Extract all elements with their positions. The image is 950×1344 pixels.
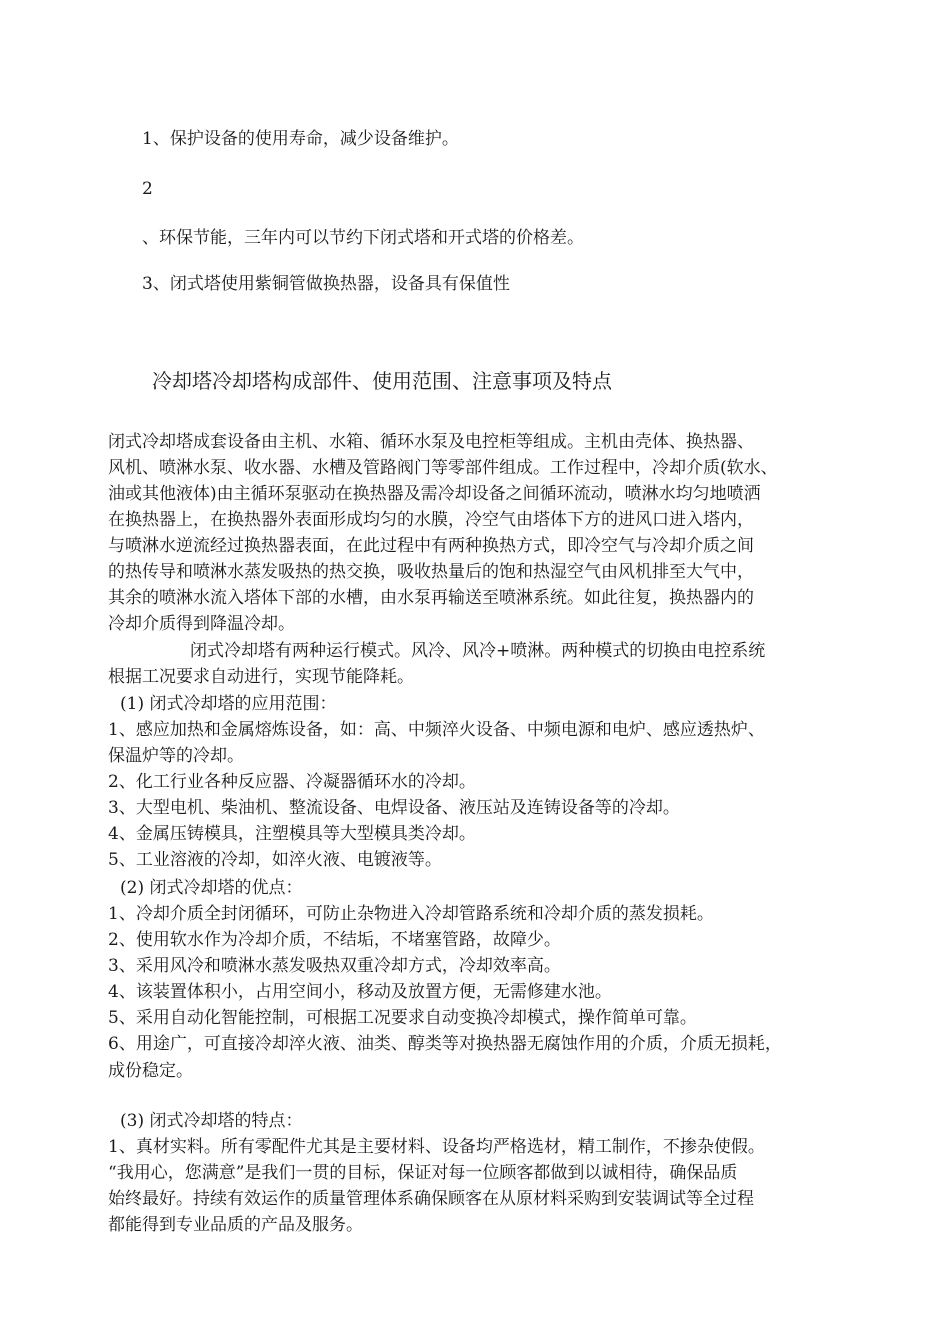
para1-line: 风机、喷淋水泵、收水器、水槽及管路阀门等零部件组成。工作过程中，冷却介质(软水、 bbox=[108, 458, 778, 478]
list-item: 都能得到专业品质的产品及服务。 bbox=[108, 1215, 363, 1235]
intro-item-3: 3、闭式塔使用紫铜管做换热器，设备具有保值性 bbox=[142, 274, 510, 294]
para1-line: 与喷淋水逆流经过换热器表面，在此过程中有两种换热方式，即冷空气与冷却介质之间 bbox=[108, 536, 754, 556]
list-item: 1、真材实料。所有零配件尤其是主要材料、设备均严格选材，精工制作，不掺杂使假。 bbox=[108, 1137, 765, 1157]
list-item: 2、使用软水作为冷却介质，不结垢，不堵塞管路，故障少。 bbox=[108, 930, 561, 950]
para2-line: 闭式冷却塔有两种运行模式。风冷、风冷+喷淋。两种模式的切换由电控系统 bbox=[190, 641, 766, 661]
list-item: 2、化工行业各种反应器、冷凝器循环水的冷却。 bbox=[108, 772, 476, 792]
list-item: “我用心，您满意”是我们一贯的目标，保证对每一位顾客都做到以诚相待，确保品质 bbox=[108, 1163, 738, 1183]
list-item: 始终最好。持续有效运作的质量管理体系确保顾客在从原材料采购到安装调试等全过程 bbox=[108, 1189, 754, 1209]
list-item: 6、用途广，可直接冷却淬火液、油类、醇类等对换热器无腐蚀作用的介质，介质无损耗， bbox=[108, 1034, 782, 1054]
list-item: 保温炉等的冷却。 bbox=[108, 746, 244, 766]
list-item: 5、工业溶液的冷却，如淬火液、电镀液等。 bbox=[108, 850, 442, 870]
para2-line: 根据工况要求自动进行，实现节能降耗。 bbox=[108, 667, 414, 687]
list-item: 4、金属压铸模具，注塑模具等大型模具类冷却。 bbox=[108, 824, 476, 844]
intro-item-2-text: 、环保节能，三年内可以节约下闭式塔和开式塔的价格差。 bbox=[142, 228, 584, 248]
para1-line: 在换热器上，在换热器外表面形成均匀的水膜，冷空气由塔体下方的进风口进入塔内， bbox=[108, 510, 754, 530]
para1-line: 的热传导和喷淋水蒸发吸热的热交换，吸收热量后的饱和热湿空气由风机排至大气中， bbox=[108, 562, 754, 582]
section-title: 冷却塔冷却塔构成部件、使用范围、注意事项及特点 bbox=[152, 369, 612, 393]
para1-line: 其余的喷淋水流入塔体下部的水槽，由水泵再输送至喷淋系统。如此往复，换热器内的 bbox=[108, 588, 754, 608]
section-3-heading: (3) 闭式冷却塔的特点： bbox=[120, 1111, 303, 1131]
para1-line: 闭式冷却塔成套设备由主机、水箱、循环水泵及电控柜等组成。主机由壳体、换热器、 bbox=[108, 432, 754, 452]
list-item: 4、该装置体积小，占用空间小，移动及放置方便，无需修建水池。 bbox=[108, 982, 612, 1002]
intro-item-1: 1、保护设备的使用寿命，减少设备维护。 bbox=[142, 129, 459, 149]
intro-item-2-number: 2 bbox=[142, 179, 153, 199]
para1-line: 冷却介质得到降温冷却。 bbox=[108, 614, 295, 634]
list-item: 成份稳定。 bbox=[108, 1061, 193, 1081]
section-2-heading: (2) 闭式冷却塔的优点： bbox=[120, 878, 303, 898]
list-item: 5、采用自动化智能控制，可根据工况要求自动变换冷却模式，操作简单可靠。 bbox=[108, 1008, 697, 1028]
para1-line: 油或其他液体)由主循环泵驱动在换热器及需冷却设备之间循环流动，喷淋水均匀地喷洒 bbox=[108, 484, 761, 504]
list-item: 1、感应加热和金属熔炼设备，如：高、中频淬火设备、中频电源和电炉、感应透热炉、 bbox=[108, 720, 765, 740]
section-1-heading: (1) 闭式冷却塔的应用范围： bbox=[120, 694, 337, 714]
list-item: 1、冷却介质全封闭循环，可防止杂物进入冷却管路系统和冷却介质的蒸发损耗。 bbox=[108, 904, 714, 924]
list-item: 3、采用风冷和喷淋水蒸发吸热双重冷却方式，冷却效率高。 bbox=[108, 956, 561, 976]
list-item: 3、大型电机、柴油机、整流设备、电焊设备、液压站及连铸设备等的冷却。 bbox=[108, 798, 680, 818]
